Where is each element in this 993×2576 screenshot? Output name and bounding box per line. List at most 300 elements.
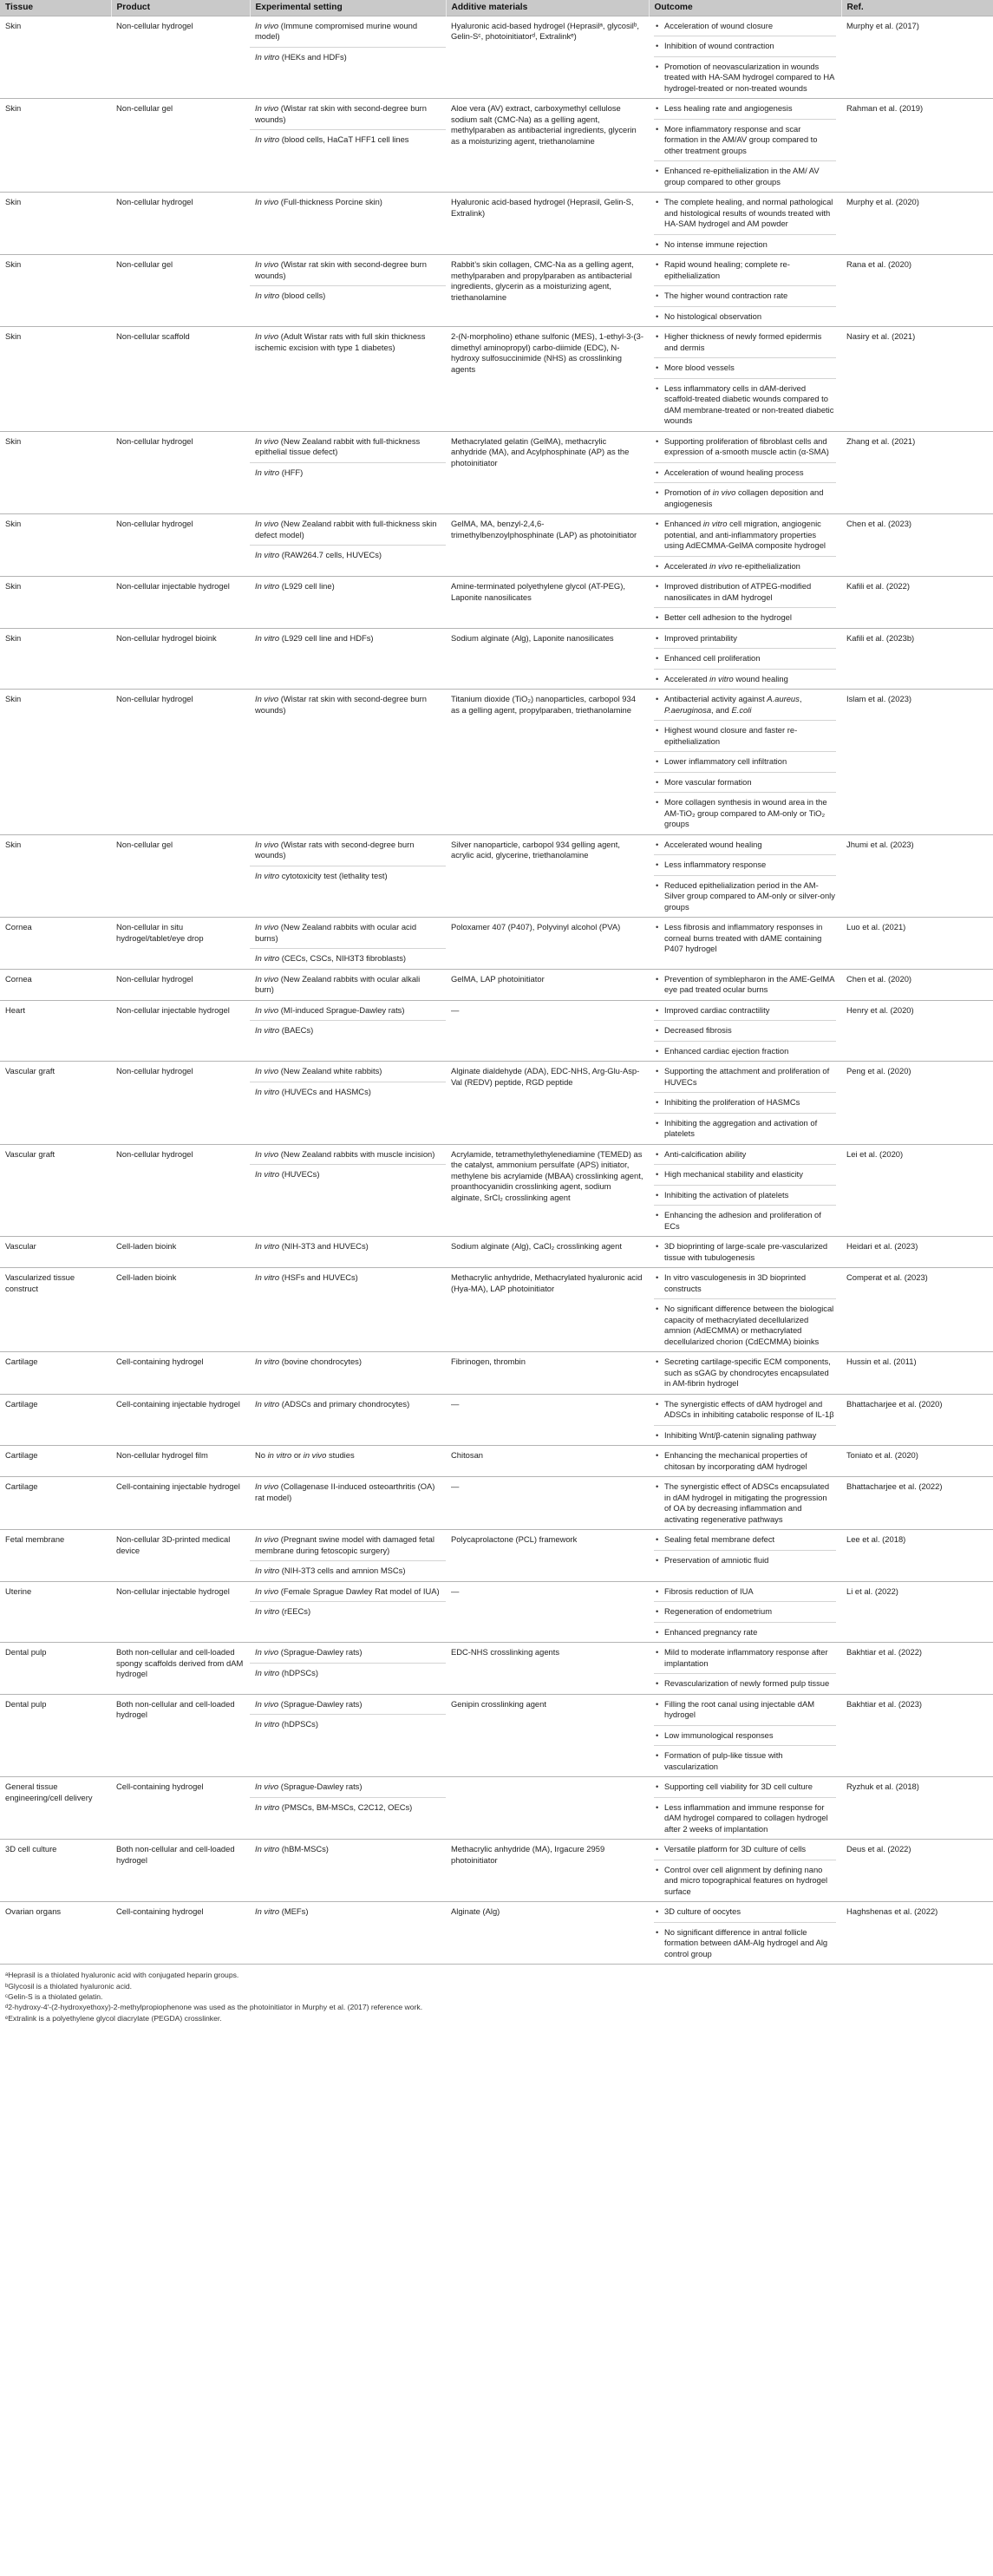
cell-additive-materials: — [446,1477,649,1530]
outcome-list [654,99,836,192]
cell-tissue: Skin [0,16,111,99]
setting-item: In vivo (Collagenase II-induced osteoarthritis (OA) rat model) [255,1481,435,1502]
cell-tissue: Vascular graft [0,1144,111,1237]
outcome-list [654,432,836,514]
outcome-item: • More inflammatory response and scar formation in the AM/AV group compared to other treatment groups [654,120,836,162]
outcome-item: • Low immunological responses [654,1726,836,1747]
cell-product: Cell-containing hydrogel [111,1352,250,1395]
cell-experimental-setting [250,1446,446,1477]
table-row [0,1394,993,1446]
cell-ref: Lee et al. (2018) [841,1530,993,1582]
outcome-item: • The complete healing, and normal pathological and histological results of wounds treated with HA-SAM hydrogel and AM powder [654,193,836,235]
cell-tissue: Heart [0,1000,111,1062]
cell-outcome [649,969,841,1000]
cell-outcome [649,918,841,970]
cell-ref: Kafili et al. (2022) [841,577,993,629]
outcome-list [654,1268,836,1351]
setting-item: In vivo (Sprague-Dawley rats) [250,1643,446,1664]
cell-tissue: Cornea [0,969,111,1000]
setting-item: In vitro (bovine chondrocytes) [255,1357,362,1367]
cell-product: Non-cellular gel [111,255,250,327]
cell-product: Non-cellular hydrogel film [111,1446,250,1477]
outcome-item: • Better cell adhesion to the hydrogel [654,608,836,628]
cell-product: Non-cellular gel [111,99,250,193]
cell-product: Cell-containing injectable hydrogel [111,1477,250,1530]
cell-product: Cell-containing hydrogel [111,1777,250,1840]
setting-item: In vitro (HFF) [255,467,304,477]
cell-ref: Ryzhuk et al. (2018) [841,1777,993,1840]
cell-experimental-setting [250,690,446,835]
setting-item: In vivo (Sprague-Dawley rats) [250,1777,446,1798]
cell-experimental-setting [250,327,446,432]
cell-experimental-setting [250,628,446,690]
setting-item: In vivo (New Zealand rabbits with ocular alkali burn) [255,973,421,995]
outcome-item: • Supporting the attachment and proliferation of HUVECs [654,1062,836,1093]
outcome-item: • Regeneration of endometrium [654,1602,836,1623]
cell-outcome [649,16,841,99]
cell-experimental-setting [250,255,446,327]
outcome-list [654,970,836,1000]
cell-tissue: Cartilage [0,1477,111,1530]
setting-item: In vitro (HSFs and HUVECs) [255,1272,358,1283]
setting-item: In vivo (Pregnant swine model with damaged fetal membrane during fetoscopic surgery) [250,1530,446,1561]
cell-product: Both non-cellular and cell-loaded hydrogel [111,1694,250,1777]
cell-product: Non-cellular hydrogel [111,193,250,255]
cell-outcome [649,255,841,327]
table-row [0,1446,993,1477]
cell-product: Non-cellular hydrogel bioink [111,628,250,690]
cell-additive-materials: EDC-NHS crosslinking agents [446,1643,649,1695]
cell-additive-materials: Alginate (Alg) [446,1902,649,1965]
setting-item: In vitro (L929 cell line and HDFs) [255,632,374,643]
cell-product: Cell-containing injectable hydrogel [111,1394,250,1446]
cell-additive-materials: Sodium alginate (Alg), Laponite nanosilicates [446,628,649,690]
table-row [0,193,993,255]
setting-item: In vitro (HUVECs) [255,1169,320,1180]
table-row [0,918,993,970]
outcome-item: • Enhanced in vitro cell migration, angiogenic potential, and anti-inflammatory properties using AdECMMA-GelMA composite hydrogel [654,514,836,557]
setting-item: In vitro (RAW264.7 cells, HUVECs) [255,550,382,560]
cell-ref: Nasiry et al. (2021) [841,327,993,432]
outcome-item: • High mechanical stability and elasticity [654,1165,836,1186]
setting-item: In vitro (blood cells, HaCaT HFF1 cell lines [255,134,409,145]
cell-ref: Bhattacharjee et al. (2022) [841,1477,993,1530]
setting-item: In vivo (Immune compromised murine wound model) [250,16,446,48]
cell-ref: Hussin et al. (2011) [841,1352,993,1395]
cell-ref: Bakhtiar et al. (2022) [841,1643,993,1695]
table-row [0,1694,993,1777]
cell-outcome [649,193,841,255]
table-row [0,1062,993,1145]
cell-tissue: Cartilage [0,1446,111,1477]
setting-item: In vivo (Wistar rat skin with second-degree burn wounds) [255,694,428,715]
setting-item: In vivo (Adult Wistar rats with full skin thickness ischemic excision with type 1 diabetes) [255,331,426,352]
cell-ref: Islam et al. (2023) [841,690,993,835]
outcome-item: • Supporting proliferation of fibroblast cells and expression of a-smooth muscle actin (α-SMA) [654,432,836,463]
outcome-item: • Inhibition of wound contraction [654,36,836,57]
cell-tissue: Fetal membrane [0,1530,111,1582]
outcome-item: • Accelerated wound healing [654,835,836,856]
outcome-item: • In vitro vasculogenesis in 3D bioprinted constructs [654,1268,836,1299]
cell-additive-materials: — [446,1394,649,1446]
cell-ref: Bakhtiar et al. (2023) [841,1694,993,1777]
cell-experimental-setting [250,1352,446,1395]
outcome-item: • Antibacterial activity against A.aureus, P.aeruginosa, and E.coli [654,690,836,721]
setting-item: In vitro (BAECs) [255,1025,314,1036]
cell-additive-materials: 2-(N-morpholino) ethane sulfonic (MES), 1-ethyl-3-(3-dimethyl aminopropyl) carbo-diimide (EDC), N-hydroxy sulfosuccinimide (NHS) as crosslinking agents [446,327,649,432]
table-row [0,255,993,327]
outcome-item: • Enhanced cell proliferation [654,649,836,670]
cell-experimental-setting [250,918,446,970]
cell-outcome [649,327,841,432]
outcome-item: • Filling the root canal using injectable dAM hydrogel [654,1695,836,1726]
outcome-item: • Preservation of amniotic fluid [654,1551,836,1571]
cell-experimental-setting [250,514,446,577]
outcome-item: • Mild to moderate inflammatory response after implantation [654,1643,836,1674]
cell-ref: Lei et al. (2020) [841,1144,993,1237]
table-row [0,431,993,514]
cell-outcome [649,577,841,629]
cell-outcome [649,1902,841,1965]
cell-tissue: Skin [0,690,111,835]
outcome-item: • Acceleration of wound closure [654,16,836,37]
cell-additive-materials [446,1777,649,1840]
cell-product: Both non-cellular and cell-loaded hydrogel [111,1840,250,1902]
cell-ref: Henry et al. (2020) [841,1000,993,1062]
outcome-item: • Formation of pulp-like tissue with vascularization [654,1746,836,1776]
cell-tissue: Cartilage [0,1352,111,1395]
setting-item: In vitro (hDPSCs) [255,1667,318,1677]
cell-tissue: Vascularized tissue construct [0,1268,111,1352]
cell-tissue: Skin [0,193,111,255]
outcome-list [654,193,836,254]
cell-product: Non-cellular injectable hydrogel [111,577,250,629]
outcome-list [654,1902,836,1964]
cell-outcome [649,1394,841,1446]
outcome-list [654,1237,836,1267]
outcome-item: • Lower inflammatory cell infiltration [654,752,836,773]
outcome-item: • Less fibrosis and inflammatory responses in corneal burns treated with dAME containing P407 hydrogel [654,918,836,959]
cell-outcome [649,1477,841,1530]
header-tissue: Tissue [0,0,111,16]
cell-outcome [649,1581,841,1643]
cell-tissue: Dental pulp [0,1694,111,1777]
cell-ref: Li et al. (2022) [841,1581,993,1643]
cell-outcome [649,1777,841,1840]
cell-experimental-setting [250,1000,446,1062]
outcome-list [654,835,836,918]
cell-experimental-setting [250,1643,446,1695]
cell-outcome [649,1352,841,1395]
cell-product: Non-cellular scaffold [111,327,250,432]
outcome-item: • Revascularization of newly formed pulp tissue [654,1674,836,1694]
outcome-item: • Inhibiting the proliferation of HASMCs [654,1093,836,1114]
table-header [0,0,993,16]
table-row [0,577,993,629]
outcome-item: • The synergistic effects of dAM hydrogel and ADSCs in inhibiting catabolic response of IL-1β [654,1395,836,1426]
outcome-list [654,1695,836,1777]
setting-item: In vivo (Wistar rats with second-degree burn wounds) [250,835,446,866]
setting-item: In vitro (ADSCs and primary chondrocytes) [255,1398,410,1409]
cell-tissue: Skin [0,99,111,193]
footnote: ᵃHeprasil is a thiolated hyaluronic acid with conjugated heparin groups. [5,1971,239,1980]
cell-experimental-setting [250,1902,446,1965]
outcome-item: • Highest wound closure and faster re-epithelialization [654,721,836,752]
cell-product: Both non-cellular and cell-loaded spongy scaffolds derived from dAM hydrogel [111,1643,250,1695]
setting-item: In vivo (New Zealand white rabbits) [250,1062,446,1082]
setting-item: In vitro cytotoxicity test (lethality test) [255,870,388,880]
cell-ref: Murphy et al. (2017) [841,16,993,99]
outcome-item: • Inhibiting the aggregation and activation of platelets [654,1114,836,1144]
outcome-list [654,1001,836,1062]
setting-item: In vivo (MI-induced Sprague-Dawley rats) [250,1001,446,1022]
outcome-list [654,514,836,576]
header-additive-materials: Additive materials [446,0,649,16]
cell-tissue: Vascular graft [0,1062,111,1145]
cell-additive-materials: Hyaluronic acid-based hydrogel (Heprasilᵃ, glycosilᵇ, Gelin-Sᶜ, photoinitiatorᵈ, Extralinkᵉ) [446,16,649,99]
cell-additive-materials: Genipin crosslinking agent [446,1694,649,1777]
cell-outcome [649,99,841,193]
cell-ref: Bhattacharjee et al. (2020) [841,1394,993,1446]
outcome-item: • Control over cell alignment by defining nano and micro topographical features on hydrogel surface [654,1860,836,1902]
header-experimental-setting: Experimental setting [250,0,446,16]
outcome-list [654,16,836,99]
cell-product: Non-cellular hydrogel [111,1062,250,1145]
header-outcome: Outcome [649,0,841,16]
cell-product: Non-cellular hydrogel [111,969,250,1000]
outcome-item: • No significant difference in antral follicle formation between dAM-Alg hydrogel and Alg control group [654,1923,836,1965]
table-body [0,16,993,1964]
cell-outcome [649,834,841,918]
cell-experimental-setting [250,431,446,514]
cell-ref: Chen et al. (2020) [841,969,993,1000]
setting-item: In vitro (blood cells) [255,291,326,301]
outcome-item: • No significant difference between the biological capacity of methacrylated decellularized amnion (AdECMMA) or methacrylated decellularized chorion (CdECMMA) bioinks [654,1299,836,1351]
cell-experimental-setting [250,1530,446,1582]
cell-outcome [649,1446,841,1477]
outcome-item: • The synergistic effect of ADSCs encapsulated in dAM hydrogel in mitigating the progression of OA by decreasing inflammation and activating regenerative pathways [654,1477,836,1529]
cell-ref: Chen et al. (2023) [841,514,993,577]
header-ref: Ref. [841,0,993,16]
setting-item: In vivo (New Zealand rabbits with muscle incision) [250,1145,446,1166]
outcome-list [654,1477,836,1529]
cell-experimental-setting [250,577,446,629]
cell-outcome [649,690,841,835]
cell-product: Non-cellular hydrogel [111,1144,250,1237]
cell-additive-materials: Amine-terminated polyethylene glycol (AT-PEG), Laponite nanosilicates [446,577,649,629]
cell-tissue: Uterine [0,1581,111,1643]
outcome-list [654,1395,836,1446]
outcome-item: • Promotion of in vivo collagen deposition and angiogenesis [654,483,836,513]
outcome-item: • Prevention of symblepharon in the AME-GelMA eye pad treated ocular burns [654,970,836,1000]
cell-additive-materials: Alginate dialdehyde (ADA), EDC-NHS, Arg-Glu-Asp-Val (REDV) peptide, RGD peptide [446,1062,649,1145]
setting-item: In vivo (New Zealand rabbit with full-thickness epithelial tissue defect) [250,432,446,463]
table-row [0,1777,993,1840]
table-row [0,1352,993,1395]
outcome-item: • Decreased fibrosis [654,1021,836,1042]
table-row [0,969,993,1000]
cell-outcome [649,1062,841,1145]
setting-item: In vitro (HUVECs and HASMCs) [255,1086,371,1096]
cell-ref: Heidari et al. (2023) [841,1237,993,1268]
outcome-item: • Accelerated in vitro wound healing [654,670,836,690]
cell-ref: Haghshenas et al. (2022) [841,1902,993,1965]
cell-outcome [649,1000,841,1062]
table-row [0,1144,993,1237]
outcome-item: • Higher thickness of newly formed epidermis and dermis [654,327,836,358]
cell-experimental-setting [250,1694,446,1777]
table-row [0,1237,993,1268]
outcome-list [654,690,836,834]
outcome-item: • Anti-calcification ability [654,1145,836,1166]
cell-product: Non-cellular gel [111,834,250,918]
setting-item: In vivo (Wistar rat skin with second-degree burn wounds) [250,99,446,130]
cell-product: Non-cellular in situ hydrogel/tablet/eye drop [111,918,250,970]
cell-additive-materials: Hyaluronic acid-based hydrogel (Heprasil, Gelin-S, Extralink) [446,193,649,255]
table-row [0,1840,993,1902]
outcome-item: • Less healing rate and angiogenesis [654,99,836,120]
outcome-item: • Improved distribution of ATPEG-modified nanosilicates in dAM hydrogel [654,577,836,608]
footnote: ᵈ2-hydroxy-4′-(2-hydroxyethoxy)-2-methylpropiophenone was used as the photoinitiator in Murphy et al. (2017) reference work. [5,2003,423,2012]
outcome-list [654,1352,836,1394]
cell-ref: Luo et al. (2021) [841,918,993,970]
cell-outcome [649,1268,841,1352]
table-row [0,628,993,690]
cell-product: Non-cellular injectable hydrogel [111,1000,250,1062]
setting-item: In vitro (L929 cell line) [255,581,335,592]
outcome-list [654,577,836,628]
outcome-list [654,629,836,690]
cell-product: Non-cellular hydrogel [111,514,250,577]
table-row [0,327,993,432]
setting-item: In vitro (rEECs) [255,1606,311,1617]
cell-ref: Comperat et al. (2023) [841,1268,993,1352]
outcome-item: • Versatile platform for 3D culture of cells [654,1840,836,1860]
outcome-list [654,1446,836,1476]
outcome-item: • Less inflammation and immune response for dAM hydrogel compared to collagen hydrogel after 2 weeks of implantation [654,1798,836,1840]
outcome-list [654,327,836,431]
setting-item: In vitro (hBM-MSCs) [255,1844,329,1854]
table-row [0,1643,993,1695]
cell-product: Cell-laden bioink [111,1268,250,1352]
cell-experimental-setting [250,1777,446,1840]
outcome-item: • Reduced epithelialization period in the AM-Silver group compared to AM-only or silver-only groups [654,876,836,918]
outcome-item: • 3D culture of oocytes [654,1902,836,1923]
outcome-list [654,1643,836,1694]
cell-ref: Jhumi et al. (2023) [841,834,993,918]
outcome-item: • Improved printability [654,629,836,650]
outcome-item: • No histological observation [654,307,836,327]
outcome-item: • The higher wound contraction rate [654,286,836,307]
setting-item: In vivo (Full-thickness Porcine skin) [255,197,382,207]
table-row [0,1581,993,1643]
cell-outcome [649,1530,841,1582]
setting-item: In vivo (Female Sprague Dawley Rat model of IUA) [250,1582,446,1603]
cell-additive-materials: Sodium alginate (Alg), CaCl₂ crosslinking agent [446,1237,649,1268]
cell-product: Non-cellular hydrogel [111,431,250,514]
cell-additive-materials: Acrylamide, tetramethylethylenediamine (TEMED) as the catalyst, ammonium persulfate (APS) initiator, methylene bis acrylamide (MBAA) crosslinking agent, proanthocyanidin crosslinking agent, sodium alginate, SrCl₂ crosslinking agent [446,1144,649,1237]
setting-item: In vitro (NIH-3T3 and HUVECs) [255,1241,369,1252]
cell-additive-materials: Methacrylated gelatin (GelMA), methacrylic anhydride (MA), and Acylphosphinate (AP) as the photoinitiator [446,431,649,514]
outcome-item: • Rapid wound healing; complete re-epithelialization [654,255,836,286]
cell-additive-materials: Silver nanoparticle, carbopol 934 gelling agent, acrylic acid, glycerine, triethanolamine [446,834,649,918]
cell-experimental-setting [250,1268,446,1352]
footnote: ᶜGelin-S is a thiolated gelatin. [5,1991,103,2001]
outcome-item: • Enhanced cardiac ejection fraction [654,1042,836,1062]
table-footnotes [0,1964,993,2024]
cell-experimental-setting [250,1840,446,1902]
outcome-list [654,1145,836,1237]
cell-ref: Rana et al. (2020) [841,255,993,327]
cell-experimental-setting [250,1144,446,1237]
cell-additive-materials: Polycaprolactone (PCL) framework [446,1530,649,1582]
cell-additive-materials: Chitosan [446,1446,649,1477]
cell-tissue: Cartilage [0,1394,111,1446]
outcome-item: • Supporting cell viability for 3D cell culture [654,1777,836,1798]
cell-experimental-setting [250,834,446,918]
setting-item: In vivo (Wistar rat skin with second-degree burn wounds) [250,255,446,286]
cell-outcome [649,431,841,514]
outcome-item: • 3D bioprinting of large-scale pre-vascularized tissue with tubulogenesis [654,1237,836,1267]
outcome-list [654,1582,836,1643]
setting-item: In vitro (HEKs and HDFs) [255,51,347,62]
outcome-item: • Less inflammatory response [654,855,836,876]
table-row [0,1902,993,1965]
setting-item: In vitro (MEFs) [255,1906,309,1917]
cell-tissue: Skin [0,514,111,577]
cell-experimental-setting [250,1581,446,1643]
outcome-list [654,1062,836,1144]
setting-item: In vitro (CECs, CSCs, NIH3T3 fibroblasts) [255,953,407,964]
outcome-item: • Less inflammatory cells in dAM-derived scaffold-treated diabetic wounds compared to dAM membrane-treated or non-treated diabetic wounds [654,379,836,431]
cell-additive-materials: Aloe vera (AV) extract, carboxymethyl cellulose sodium salt (CMC-Na) as a gelling agent, methylparaben as antibacterial ingredients, glycerin as a moisturizing agent, triethanolamine [446,99,649,193]
cell-ref: Kafili et al. (2023b) [841,628,993,690]
cell-additive-materials: GelMA, LAP photoinitiator [446,969,649,1000]
setting-item: No in vitro or in vivo studies [255,1450,355,1461]
outcome-list [654,255,836,326]
table-row [0,1000,993,1062]
outcome-list [654,1530,836,1570]
cell-experimental-setting [250,1062,446,1145]
cell-tissue: Vascular [0,1237,111,1268]
outcome-item: • Enhancing the adhesion and proliferation of ECs [654,1206,836,1236]
cell-tissue: Skin [0,628,111,690]
table-row [0,16,993,99]
cell-experimental-setting [250,969,446,1000]
table-row [0,834,993,918]
cell-additive-materials: Methacrylic anhydride, Methacrylated hyaluronic acid (Hya-MA), LAP photoinitiator [446,1268,649,1352]
table-row [0,1530,993,1582]
cell-additive-materials: Poloxamer 407 (P407), Polyvinyl alcohol (PVA) [446,918,649,970]
outcome-item: • More vascular formation [654,773,836,794]
setting-item: In vitro (NIH-3T3 cells and amnion MSCs) [255,1566,406,1576]
cell-experimental-setting [250,1477,446,1530]
cell-ref: Zhang et al. (2021) [841,431,993,514]
cell-experimental-setting [250,99,446,193]
table-row [0,1477,993,1530]
cell-ref: Deus et al. (2022) [841,1840,993,1902]
footnote: ᵇGlycosil is a thiolated hyaluronic acid. [5,1981,133,1991]
cell-additive-materials: Titanium dioxide (TiO₂) nanoparticles, carbopol 934 as a gelling agent, propylparaben, triethanolamine [446,690,649,835]
cell-experimental-setting [250,1394,446,1446]
cell-product: Cell-laden bioink [111,1237,250,1268]
header-product: Product [111,0,250,16]
cell-additive-materials: — [446,1000,649,1062]
cell-outcome [649,1237,841,1268]
cell-experimental-setting [250,1237,446,1268]
outcome-list [654,1840,836,1901]
outcome-item: • Enhanced re-epithelialization in the AM/ AV group compared to other groups [654,161,836,192]
